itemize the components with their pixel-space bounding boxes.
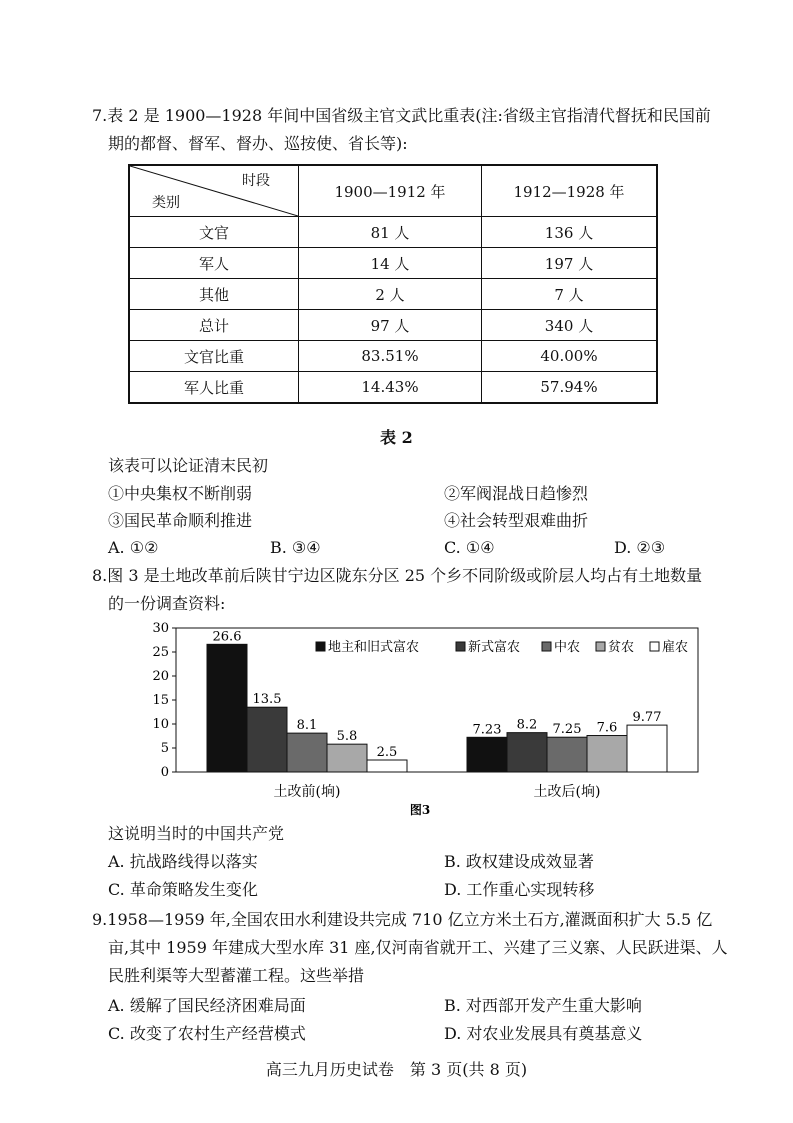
corner-bottom-label: 类别 <box>152 195 180 211</box>
bar <box>467 737 507 772</box>
y-tick-label: 20 <box>152 669 169 684</box>
q7-statement-4: ④社会转型艰难曲折 <box>444 511 589 530</box>
q8-stem-line2: 的一份调查资料: <box>108 594 226 613</box>
q7-statement-3: ③国民革命顺利推进 <box>108 511 253 530</box>
cell-a: 2 人 <box>299 279 482 310</box>
q7-option-b[interactable]: B. ③④ <box>270 538 321 557</box>
cell-b: 7 人 <box>482 279 658 310</box>
bar <box>547 737 587 772</box>
chart-caption: 图3 <box>409 803 431 817</box>
q9-option-a[interactable]: A. 缓解了国民经济困难局面 <box>108 996 306 1015</box>
cell-b: 57.94% <box>482 372 658 404</box>
y-tick-label: 10 <box>152 717 169 732</box>
bar <box>287 733 327 772</box>
data-label: 7.23 <box>472 722 502 738</box>
q8-option-c[interactable]: C. 革命策略发生变化 <box>108 880 258 899</box>
cell-b: 136 人 <box>482 217 658 248</box>
data-label: 5.8 <box>336 729 358 745</box>
x-category-label: 土改后(垧) <box>533 784 601 800</box>
legend-label: 贫农 <box>608 640 635 655</box>
bar <box>207 644 247 772</box>
y-tick-label: 15 <box>152 693 169 708</box>
q9-option-c[interactable]: C. 改变了农村生产经营模式 <box>108 1024 306 1043</box>
data-label: 2.5 <box>376 745 398 760</box>
bar <box>627 725 667 772</box>
q7-statement-1: ①中央集权不断削弱 <box>108 484 253 503</box>
legend-label: 地主和旧式富农 <box>328 640 420 655</box>
q7-stem-line1: 7.表 2 是 1900—1928 年间中国省级主官文武比重表(注:省级主官指清代督抚和民国前 <box>92 106 711 125</box>
legend-label: 雇农 <box>662 640 689 655</box>
q9-option-b[interactable]: B. 对西部开发产生重大影响 <box>444 996 642 1015</box>
row-label: 文官 <box>129 217 299 248</box>
legend-swatch <box>456 642 465 651</box>
q9-stem-line2: 亩,其中 1959 年建成大型水库 31 座,仅河南省就开工、兴建了三义寨、人民跃进渠、人 <box>108 938 728 957</box>
bar <box>587 736 627 772</box>
bar <box>327 744 367 772</box>
q7-option-a[interactable]: A. ①② <box>108 538 159 557</box>
data-label: 7.25 <box>552 722 582 738</box>
table-caption: 表 2 <box>380 428 413 447</box>
x-category-label: 土改前(垧) <box>273 784 341 800</box>
y-tick-label: 25 <box>152 645 169 660</box>
q8-option-b[interactable]: B. 政权建设成效显著 <box>444 852 594 871</box>
cell-a: 14.43% <box>299 372 482 404</box>
cell-b: 197 人 <box>482 248 658 279</box>
cell-a: 81 人 <box>299 217 482 248</box>
q9-option-d[interactable]: D. 对农业发展具有奠基意义 <box>444 1024 643 1043</box>
row-label: 其他 <box>129 279 299 310</box>
row-label: 军人 <box>129 248 299 279</box>
row-label: 总计 <box>129 310 299 341</box>
cell-b: 40.00% <box>482 341 658 372</box>
q8-stem-line1: 8.图 3 是土地改革前后陕甘宁边区陇东分区 25 个乡不同阶级或阶层人均占有土地数量 <box>92 566 703 585</box>
legend-swatch <box>596 642 605 651</box>
data-label: 26.6 <box>212 629 242 645</box>
data-label: 13.5 <box>252 692 282 708</box>
row-label: 文官比重 <box>129 341 299 372</box>
cell-b: 340 人 <box>482 310 658 341</box>
legend-swatch <box>542 642 551 651</box>
y-tick-label: 30 <box>152 621 169 636</box>
cell-a: 14 人 <box>299 248 482 279</box>
bar <box>507 733 547 772</box>
data-label: 9.77 <box>632 710 662 726</box>
legend-label: 新式富农 <box>468 640 521 655</box>
bar <box>247 707 287 772</box>
q7-statement-2: ②军阀混战日趋惨烈 <box>444 484 589 503</box>
cell-a: 83.51% <box>299 341 482 372</box>
q7-option-c[interactable]: C. ①④ <box>444 538 495 557</box>
q7-stem-line2: 期的都督、督军、督办、巡按使、省长等): <box>108 134 408 153</box>
q7-table <box>128 164 658 404</box>
q8-option-d[interactable]: D. 工作重心实现转移 <box>444 880 595 899</box>
row-label: 军人比重 <box>129 372 299 404</box>
q9-stem-line3: 民胜利渠等大型蓄灌工程。这些举措 <box>108 966 365 985</box>
data-label: 8.1 <box>296 718 318 734</box>
y-tick-label: 5 <box>160 741 169 756</box>
legend-swatch <box>316 642 325 651</box>
q7-question: 该表可以论证清末民初 <box>108 456 269 475</box>
q7-option-d[interactable]: D. ②③ <box>614 538 666 557</box>
legend-label: 中农 <box>554 640 581 655</box>
col-header-2: 1912—1928 年 <box>482 165 658 217</box>
page-footer: 高三九月历史试卷 第 3 页(共 8 页) <box>265 1060 528 1079</box>
col-header-1: 1900—1912 年 <box>299 165 482 217</box>
corner-top-label: 时段 <box>242 173 270 189</box>
q9-stem-line1: 9.1958—1959 年,全国农田水利建设共完成 710 亿立方米土石方,灌溉面积扩大 5.5 亿 <box>92 910 713 929</box>
land-bar-chart <box>120 620 700 820</box>
q8-question: 这说明当时的中国共产党 <box>108 824 285 843</box>
data-label: 8.2 <box>516 717 538 733</box>
q8-option-a[interactable]: A. 抗战路线得以落实 <box>108 852 258 871</box>
y-tick-label: 0 <box>160 765 169 780</box>
table-corner-cell <box>129 165 299 217</box>
cell-a: 97 人 <box>299 310 482 341</box>
legend-swatch <box>650 642 659 651</box>
bar <box>367 760 407 772</box>
data-label: 7.6 <box>596 720 618 736</box>
